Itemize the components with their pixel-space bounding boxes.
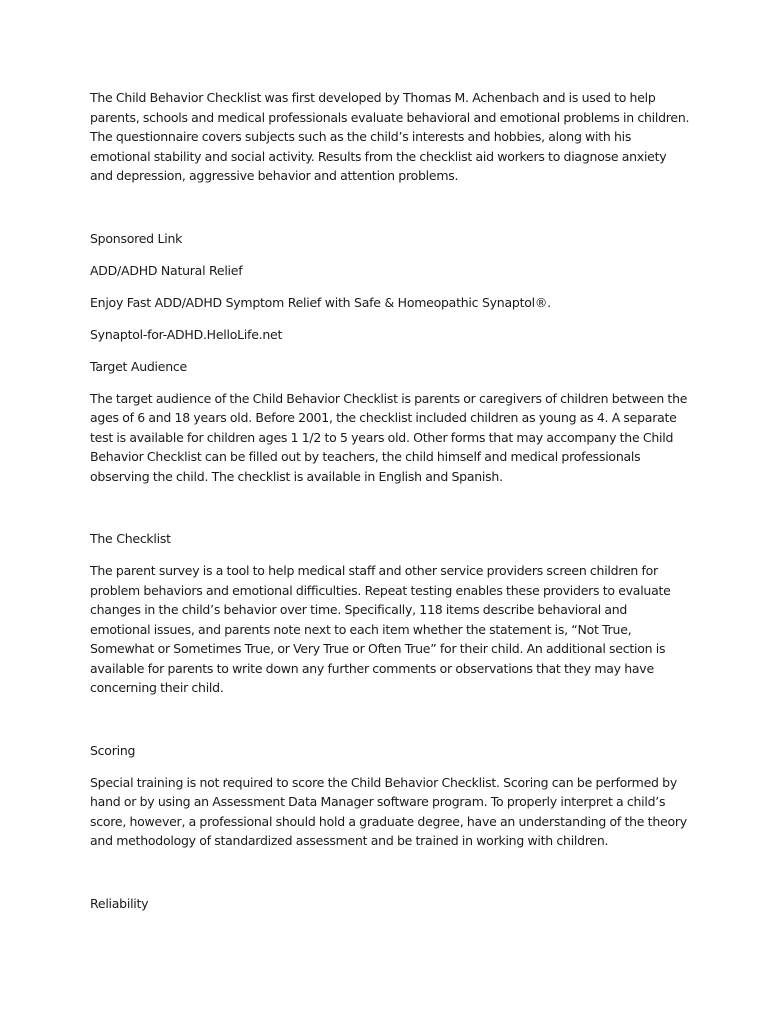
- sponsored-ad-title[interactable]: ADD/ADHD Natural Relief: [90, 262, 243, 278]
- sponsored-ad-text: Enjoy Fast ADD/ADHD Symptom Relief with Safe & Homeopathic Synaptol®.: [90, 294, 551, 310]
- section-body-the-checklist: The parent survey is a tool to help medical staff and other service providers screen children for problem behaviors and emotional difficulties. Repeat testing enables these providers to evaluate changes in the child’s behavior over time. Specifically, 118 items describe behavioral and emotional issues, and parents note next to each item whether the statement is, “Not True, Somewhat or Sometimes True, or Very True or Often True” for their child. An additional section is available for parents to write down any further comments or observations that they may have concerning their child.: [90, 563, 671, 695]
- section-body-target-audience: The target audience of the Child Behavior Checklist is parents or caregivers of children between the ages of 6 and 18 years old. Before 2001, the checklist included children as young as 4. A separate test is available for children ages 1 1/2 to 5 years old. Other forms that may accompany the Child Behavior Checklist can be filled out by teachers, the child himself and medical professionals observing the child. The checklist is available in English and Spanish.: [90, 390, 688, 484]
- section-heading-reliability: Reliability: [90, 895, 149, 911]
- intro-paragraph: The Child Behavior Checklist was first developed by Thomas M. Achenbach and is used to help parents, schools and medical professionals evaluate behavioral and emotional problems in children. The questionnaire covers subjects such as the child’s interests and hobbies, along with his emotional stability and social activity. Results from the checklist aid workers to diagnose anxiety and depression, aggressive behavior and attention problems.: [90, 90, 690, 183]
- section-heading-scoring: Scoring: [90, 742, 136, 758]
- sponsored-link-label: Sponsored Link: [90, 230, 183, 246]
- sponsored-ad-url[interactable]: Synaptol-for-ADHD.HelloLife.net: [90, 326, 283, 342]
- section-heading-target-audience: Target Audience: [90, 358, 187, 374]
- section-body-scoring: Special training is not required to score the Child Behavior Checklist. Scoring can be performed by hand or by using an Assessment Data Manager software program. To properly interpret a child’s score, however, a professional should hold a graduate degree, have an understanding of the theory and methodology of standardized assessment and be trained in working with children.: [90, 774, 687, 848]
- section-heading-the-checklist: The Checklist: [90, 531, 171, 546]
- document-page: [90, 88, 690, 913]
